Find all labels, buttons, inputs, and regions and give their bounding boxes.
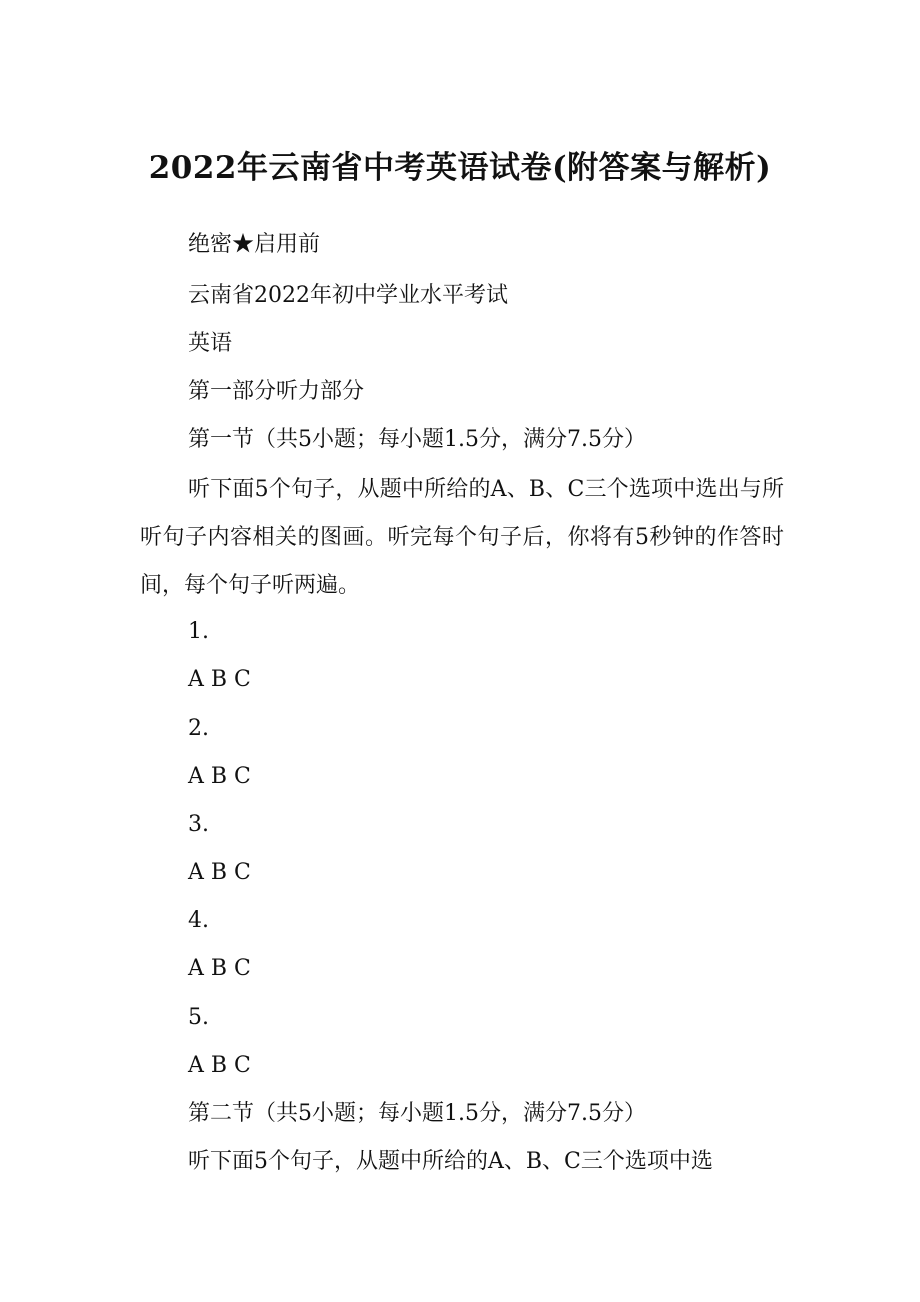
- section-1-instruction: 听下面5个句子，从题中所给的A、B、C三个选项中选出与所听句子内容相关的图画。听完每个句子后，你将有5秒钟的作答时间，每个句子听两遍。: [140, 477, 784, 598]
- question-3-number: 3.: [188, 812, 209, 837]
- question-1-options: A B C: [188, 667, 251, 692]
- subject-name: 英语: [188, 331, 233, 356]
- section-2-instruction: 听下面5个句子，从题中所给的A、B、C三个选项中选: [188, 1149, 713, 1174]
- part-heading: 第一部分听力部分: [188, 379, 365, 404]
- question-5-number: 5.: [188, 1005, 209, 1030]
- question-2-options: A B C: [188, 764, 251, 789]
- question-5-options: A B C: [188, 1053, 251, 1078]
- document-title: 2022年云南省中考英语试卷(附答案与解析): [148, 150, 772, 186]
- exam-name: 云南省2022年初中学业水平考试: [188, 283, 508, 308]
- question-4-options: A B C: [188, 956, 251, 981]
- section-2-heading: 第二节（共5小题；每小题1.5分，满分7.5分）: [188, 1101, 646, 1126]
- question-2-number: 2.: [188, 716, 209, 741]
- question-4-number: 4.: [188, 908, 209, 933]
- question-1-number: 1.: [188, 619, 209, 644]
- confidential-mark: 绝密★启用前: [188, 232, 321, 257]
- section-1-heading: 第一节（共5小题；每小题1.5分，满分7.5分）: [188, 427, 646, 452]
- question-3-options: A B C: [188, 860, 251, 885]
